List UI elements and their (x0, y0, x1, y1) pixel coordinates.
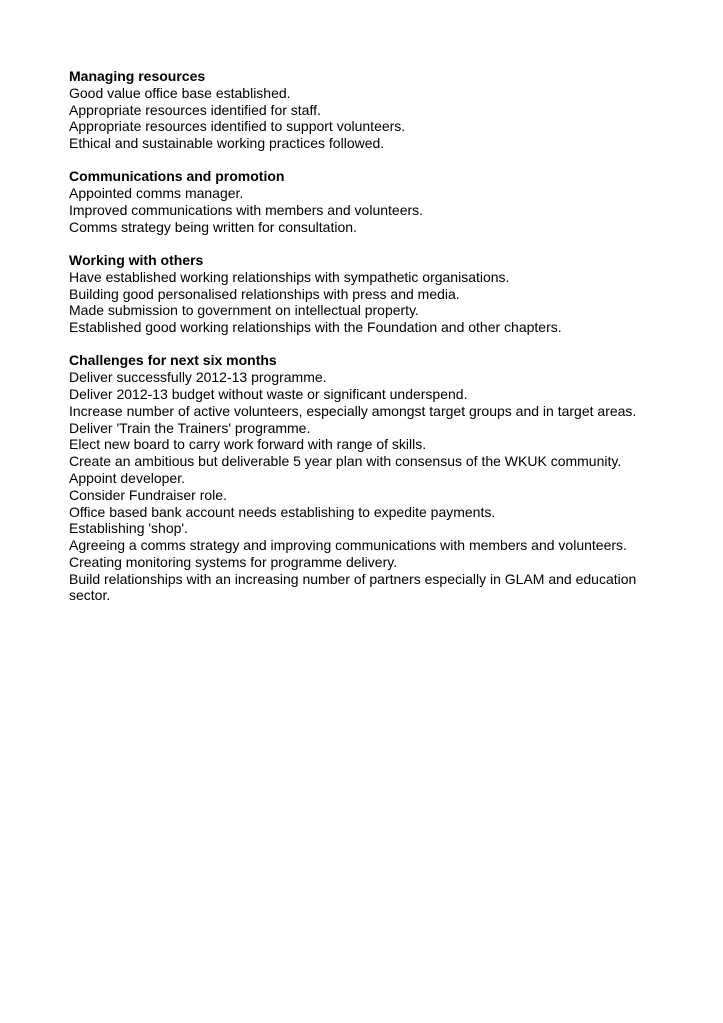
list-item: Establishing 'shop'. (69, 520, 188, 537)
list-item: Office based bank account needs establishing to expedite payments. (69, 503, 496, 520)
section-working-with-others (69, 252, 659, 336)
list-item: Elect new board to carry work forward with range of skills. (69, 436, 427, 453)
list-item: Agreeing a comms strategy and improving communications with members and volunteers. (69, 537, 627, 554)
section-heading: Working with others (69, 251, 204, 268)
section-heading: Managing resources (69, 68, 206, 84)
list-item: Established good working relationships with the Foundation and other chapters. (69, 319, 562, 336)
list-item: Ethical and sustainable working practices followed. (69, 135, 385, 152)
list-item: Increase number of active volunteers, especially amongst target groups and in target areas. (69, 402, 637, 419)
list-item: Appointed comms manager. (69, 185, 244, 202)
list-item: Made submission to government on intellectual property. (69, 302, 419, 319)
list-item: Good value office base established. (69, 84, 291, 101)
list-item: Deliver successfully 2012-13 programme. (69, 369, 327, 386)
list-item: Create an ambitious but deliverable 5 year plan with consensus of the WKUK community. (69, 453, 622, 470)
list-item: Appoint developer. (69, 469, 185, 486)
list-item: Appropriate resources identified to support volunteers. (69, 118, 406, 135)
list-item: Building good personalised relationships with press and media. (69, 285, 460, 302)
list-item: Appropriate resources identified for staff. (69, 101, 321, 118)
section-communications-and-promotion (69, 168, 659, 235)
list-item: Improved communications with members and volunteers. (69, 201, 424, 218)
section-heading: Challenges for next six months (69, 352, 277, 369)
list-item: Build relationships with an increasing number of partners especially in GLAM and education sector. (69, 570, 637, 604)
document-page (69, 68, 659, 621)
list-item: Deliver 'Train the Trainers' programme. (69, 419, 311, 436)
section-managing-resources (69, 68, 659, 152)
list-item: Consider Fundraiser role. (69, 486, 227, 503)
list-item: Deliver 2012-13 budget without waste or significant underspend. (69, 385, 468, 402)
section-challenges-next-six-months (69, 352, 659, 604)
list-item: Creating monitoring systems for programme delivery. (69, 553, 398, 570)
list-item: Have established working relationships with sympathetic organisations. (69, 268, 510, 285)
list-item: Comms strategy being written for consultation. (69, 218, 357, 235)
section-heading: Communications and promotion (69, 168, 285, 185)
